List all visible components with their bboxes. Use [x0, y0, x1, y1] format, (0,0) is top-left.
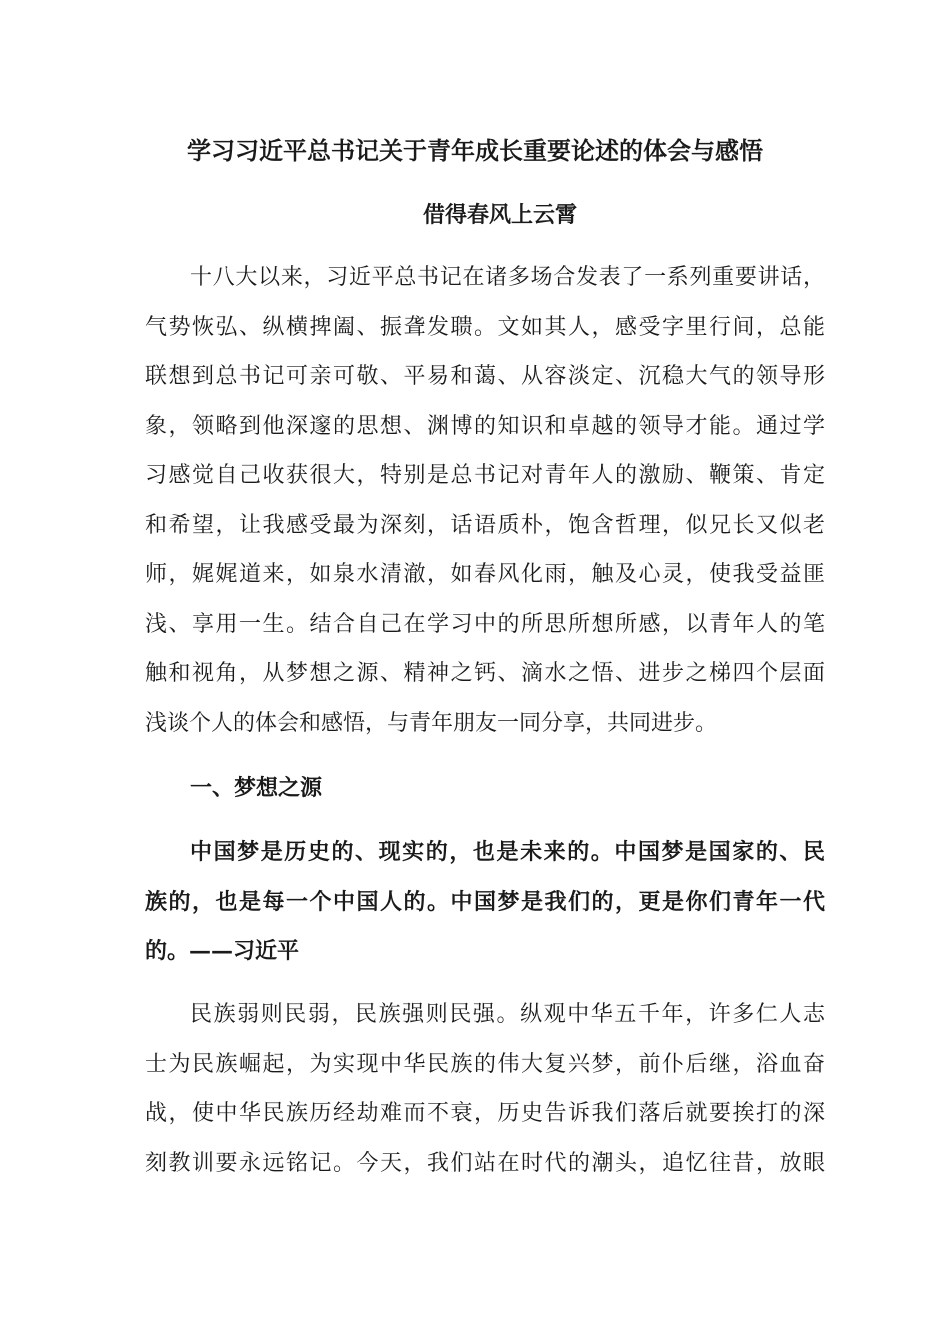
document-subtitle: 借得春风上云霄: [422, 202, 577, 228]
body-line: 士为民族崛起，为实现中华民族的伟大复兴梦，前仆后继，浴血奋: [145, 1051, 825, 1077]
intro-line: 浅、享用一生。结合自己在学习中的所思所想所感，以青年人的笔: [145, 611, 825, 637]
quote-line: 族的，也是每一个中国人的。中国梦是我们的，更是你们青年一代: [145, 888, 825, 915]
body-line: 民族弱则民弱，民族强则民强。纵观中华五千年，许多仁人志: [190, 1002, 825, 1027]
intro-line: 浅谈个人的体会和感悟，与青年朋友一同分享，共同进步。: [145, 710, 718, 736]
quote-line: 的。——习近平: [145, 938, 300, 964]
body-paragraph: [145, 990, 825, 1188]
intro-line: 气势恢弘、纵横捭阖、振聋发聩。文如其人，感受字里行间，总能: [145, 314, 825, 340]
section-heading: 一、梦想之源: [190, 775, 323, 801]
body-line: 刻教训要永远铭记。今天，我们站在时代的潮头，追忆往昔，放眼: [145, 1150, 825, 1176]
intro-line: 触和视角，从梦想之源、精神之钙、滴水之悟、进步之梯四个层面: [145, 661, 825, 686]
quote-line: 中国梦是历史的、现实的，也是未来的。中国梦是国家的、民: [190, 839, 825, 865]
intro-line: 十八大以来，习近平总书记在诸多场合发表了一系列重要讲话，: [190, 265, 825, 290]
intro-line: 和希望，让我感受最为深刻，话语质朴，饱含哲理，似兄长又似老: [145, 512, 825, 538]
intro-line: 师，娓娓道来，如泉水清澈，如春风化雨，触及心灵，使我受益匪: [145, 562, 825, 587]
intro-paragraph: [145, 253, 825, 748]
quote-paragraph: [145, 828, 825, 977]
intro-line: 习感觉自己收获很大，特别是总书记对青年人的激励、鞭策、肯定: [145, 463, 825, 488]
intro-line: 联想到总书记可亲可敬、平易和蔼、从容淡定、沉稳大气的领导形: [145, 364, 825, 389]
document-title: 学习习近平总书记关于青年成长重要论述的体会与感悟: [187, 136, 763, 165]
body-line: 战，使中华民族历经劫难而不衰，历史告诉我们落后就要挨打的深: [145, 1101, 825, 1126]
intro-line: 象，领略到他深邃的思想、渊博的知识和卓越的领导才能。通过学: [145, 413, 825, 439]
